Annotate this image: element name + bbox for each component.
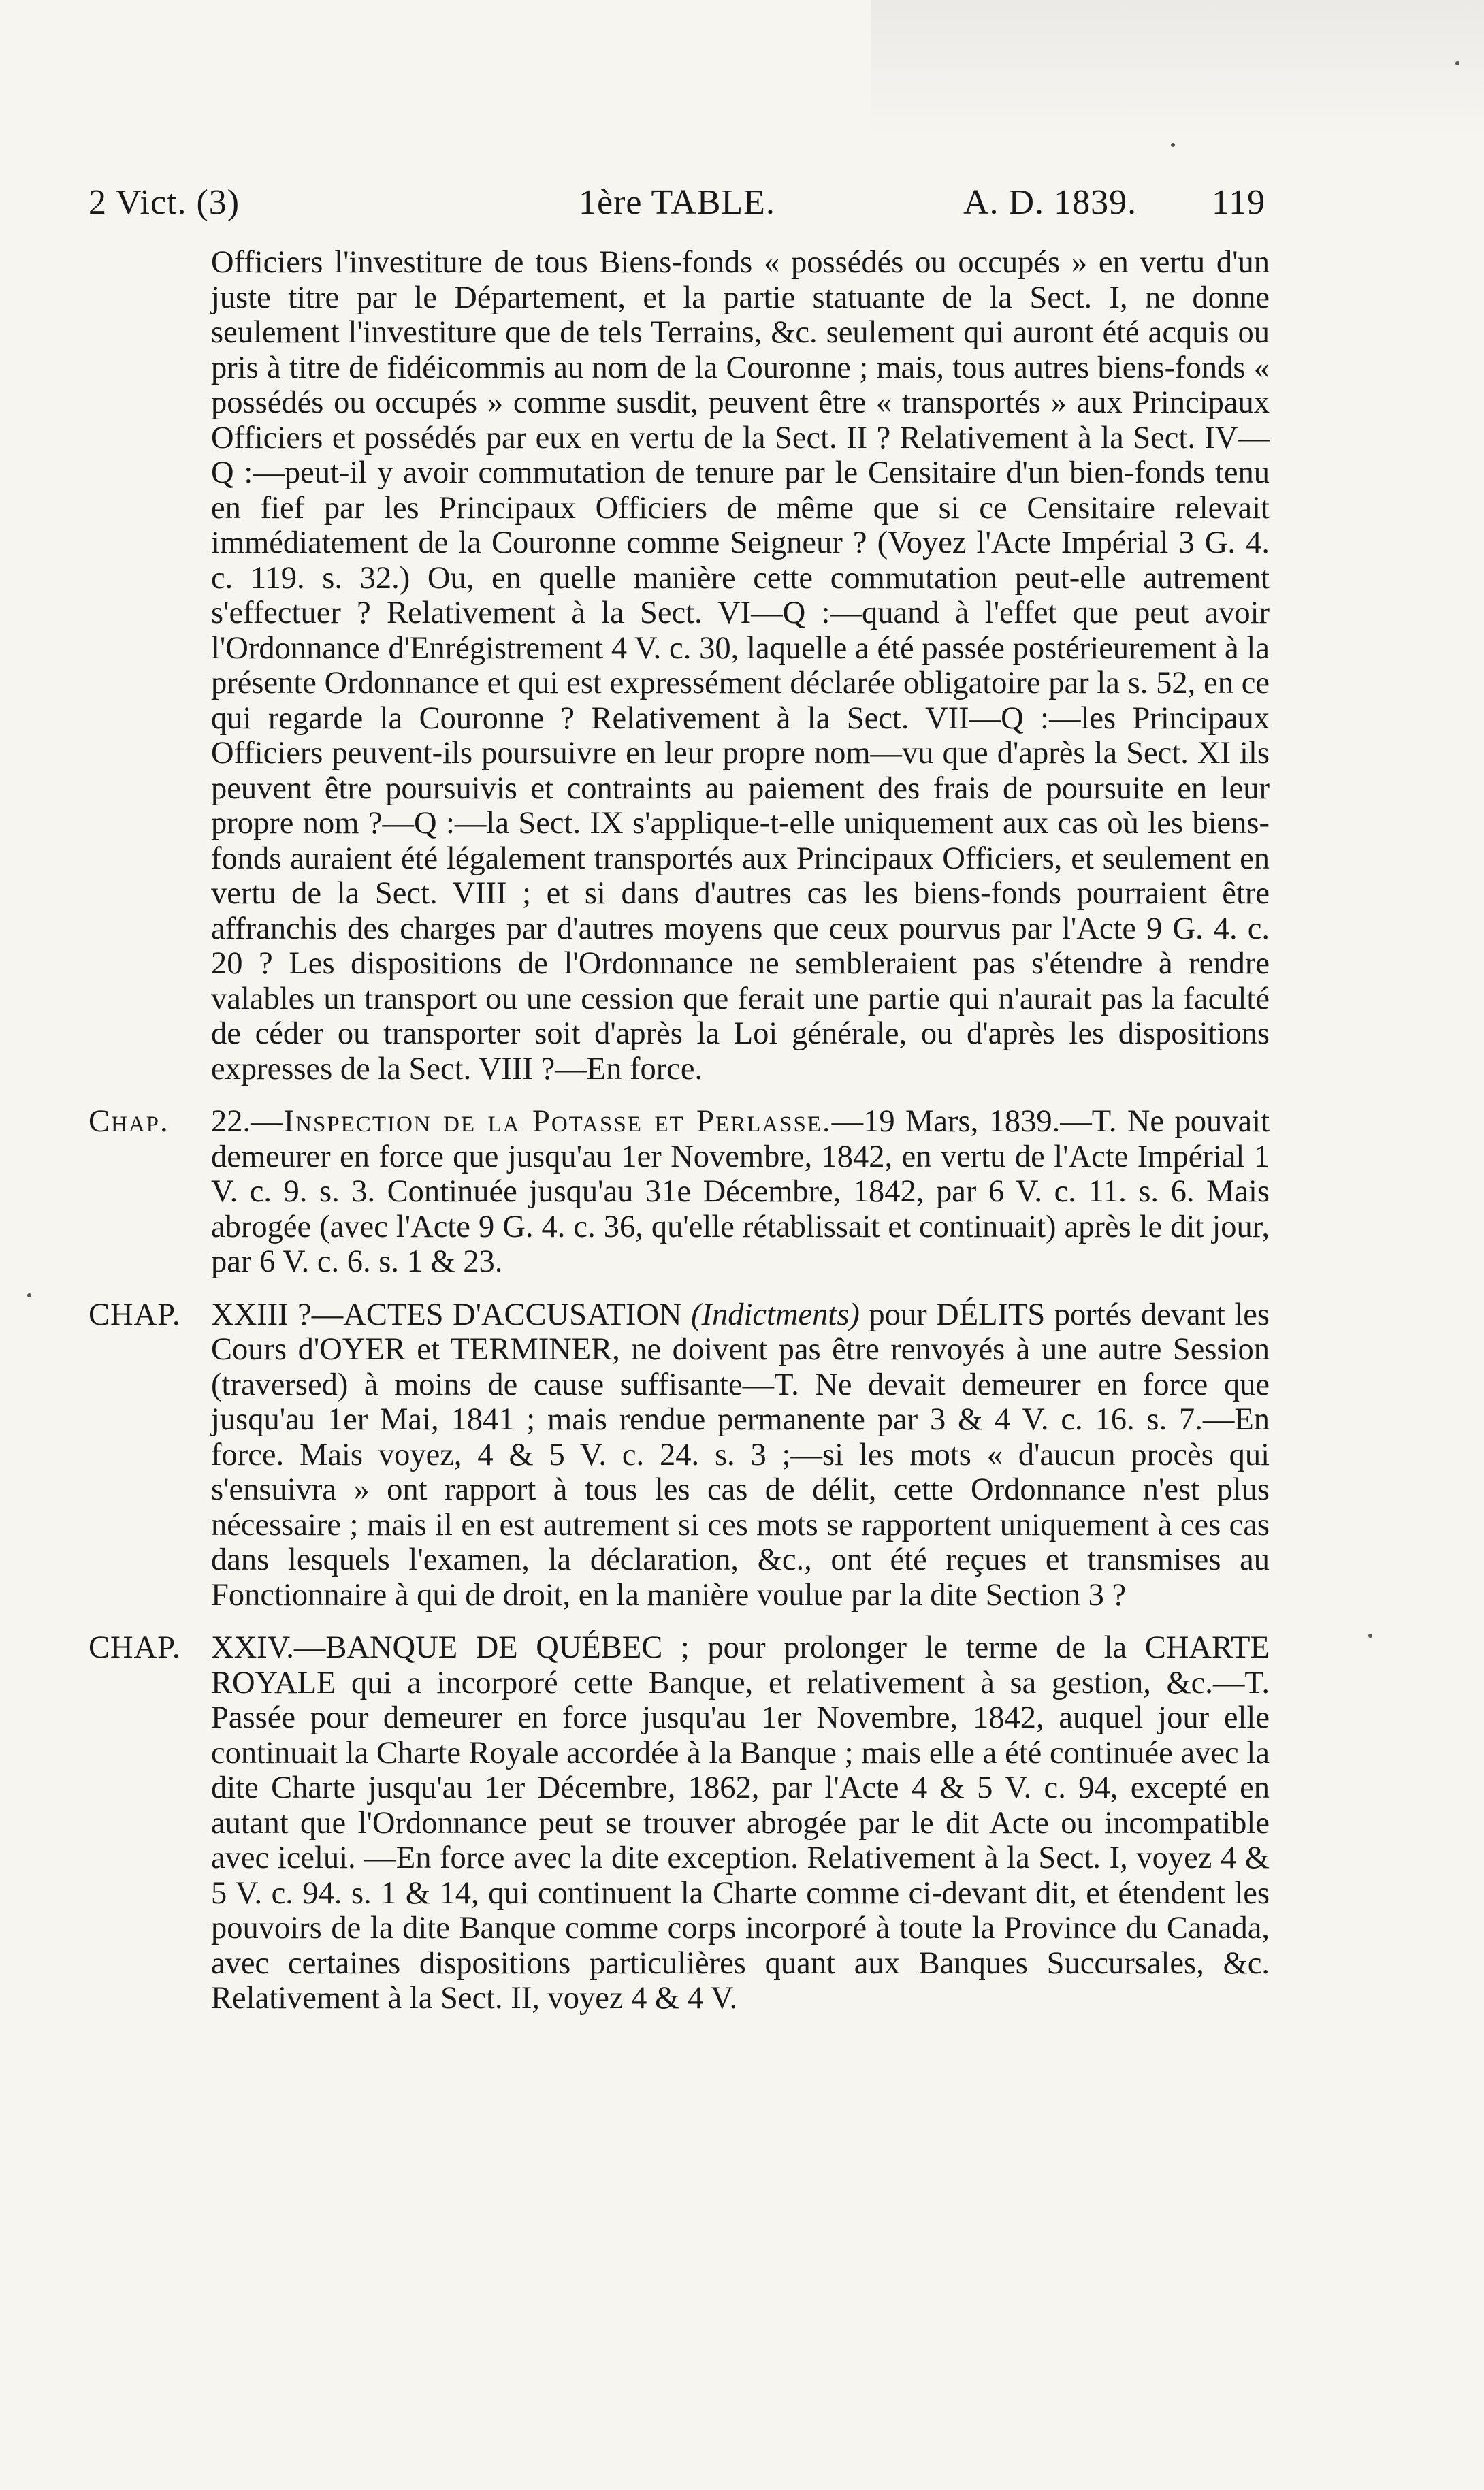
chapter-text: —19 Mars, 1839.—T. Ne pouvait demeurer en force que jusqu'au 1er Novembre, 1842, en vertu de l'Acte Impérial 1 V. c. 9. s. 3. Continuée jusqu'au 31e Décembre, 1842, par 6 V. c. 11. s. 6. Mais abrogée (avec l'Acte 9 G. 4. c. 36, qu'elle rétablissait et continuait) après le dit jour, par 6 V. c. 6. s. 1 & 23. xyxy=(211,1104,1270,1279)
intro-paragraph: Officiers l'investiture de tous Biens-fonds « possédés ou occupés » en vertu d'un juste titre par le Département, et la partie statuante de la Sect. I, ne donne seulement l'investiture que de tels Terrains, &c. seulement qui auront été acquis ou pris à titre de fidéicommis au nom de la Couronne ; mais, tous autres biens-fonds « possédés ou occupés » comme susdit, peuvent être « transportés » aux Principaux Officiers et possédés par eux en vertu de la Sect. II ? Relativement à la Sect. IV—Q :—peut-il y avoir commutation de tenure par le Censitaire d'un bien-fonds tenu en fief par les Principaux Officiers de même que si ce Censitaire relevait immédiatement de la Couronne comme Seigneur ? (Voyez l'Acte Impérial 3 G. 4. c. 119. s. 32.) Ou, en quelle manière cette commutation peut-elle autrement s'effectuer ? Relativement à la Sect. VI—Q :—quand à l'effet que peut avoir l'Ordonnance d'Enrégistrement 4 V. c. 30, laquelle a été passée postérieurement à la présente Ordonnance et qui est expressément déclarée obligatoire par la s. 52, en ce qui regarde la Couronne ? Relativement à la Sect. VII—Q :—les Principaux Officiers peuvent-ils poursuivre en leur propre nom—vu que d'après la Sect. XI ils peuvent être poursuivis et contraints au paiement des frais de poursuite en leur propre nom ?—Q :—la Sect. IX s'applique-t-elle uniquement aux cas où les biens-fonds auraient été légalement transportés aux Principaux Officiers, et seulement en vertu de la Sect. VIII ; et si dans d'autres cas les biens-fonds pourraient être affranchis des charges par d'autres moyens que ceux pourvus par l'Acte 9 G. 4. c. 20 ? Les dispositions de l'Ordonnance ne sembleraient pas s'étendre à rendre valables un transport ou une cession que ferait une partie qui n'aurait pas la faculté de céder ou transporter soit d'après la Loi générale, ou d'après les dispositions expresses de la Sect. VIII ?—En force. xyxy=(211,245,1270,1086)
scan-speck xyxy=(1171,143,1175,147)
chapter-label: CHAP. xyxy=(88,1297,181,1332)
chapter-text: pour DÉLITS portés devant les Cours d'OYER et TERMINER, ne doivent pas être renvoyés à une autre Session (traversed) à moins de cause suffisante—T. Ne devait demeurer en force que jusqu'au 1er Mai, 1841 ; mais rendue permanente par 3 & 4 V. c. 16. s. 7.—En force. Mais voyez, 4 & 5 V. c. 24. s. 3 ;—si les mots « d'aucun procès qui s'ensuivra » ont rapport à tous les cas de délit, cette Ordonnance n'est plus nécessaire ; mais il en est autrement si ces mots se rapportent uniquement à ces cas dans lesquels l'examen, la déclaration, &c., ont été reçues et transmises au Fonctionnaire à qui de droit, en la manière voulue par la dite Section 3 ? xyxy=(211,1297,1270,1613)
scan-speck xyxy=(27,1293,31,1297)
chapter-title: —Inspection de la Potasse et Perlasse. xyxy=(251,1104,832,1139)
chapter-label: CHAP. xyxy=(88,1630,181,1665)
header-year: A. D. 1839. xyxy=(963,183,1138,222)
chapter-title-gloss: (Indictments) xyxy=(691,1297,860,1332)
scan-speck xyxy=(1455,61,1459,65)
chapter-entry-22 xyxy=(88,1104,1270,1280)
chapter-title: —BANQUE DE QUÉBEC ; xyxy=(293,1630,690,1665)
chapter-number: XXIII ? xyxy=(211,1297,312,1332)
chapter-number: 22. xyxy=(211,1104,251,1139)
body-text xyxy=(88,245,1270,2034)
page-header xyxy=(88,182,1266,237)
chapter-label: Chap. xyxy=(88,1104,170,1139)
header-table-title: 1ère TABLE. xyxy=(579,183,775,222)
chapter-text: pour prolonger le terme de la CHARTE ROYALE qui a incorporé cette Banque, et relativement à sa gestion, &c.—T. Passée pour demeurer en force jusqu'au 1er Novembre, 1842, auquel jour elle continuait la Charte Royale accordée à la Banque ; mais elle a été continuée avec la dite Charte jusqu'au 1er Décembre, 1862, par l'Acte 4 & 5 V. c. 94, excepté en autant que l'Ordonnance peut se trouver abrogée par le dit Acte ou incompatible avec icelui. —En force avec la dite exception. Relativement à la Sect. I, voyez 4 & 5 V. c. 94. s. 1 & 14, qui continuent la Charte comme ci-devant dit, et étendent les pouvoirs de la dite Banque comme corps incorporé à toute la Province du Canada, avec certaines dispositions particulières quant aux Banques Succursales, &c. Relativement à la Sect. II, voyez 4 & 4 V. xyxy=(211,1630,1270,2016)
chapter-number: XXIV. xyxy=(211,1630,294,1665)
header-regnal-year: 2 Vict. (3) xyxy=(88,183,240,222)
scan-speck xyxy=(1368,1634,1372,1638)
scan-shading xyxy=(871,0,1484,136)
chapter-title: —ACTES D'ACCUSATION xyxy=(311,1297,682,1332)
chapter-entry-24 xyxy=(88,1630,1270,2016)
chapter-entry-23 xyxy=(88,1297,1270,1613)
page-number: 119 xyxy=(1212,183,1266,222)
